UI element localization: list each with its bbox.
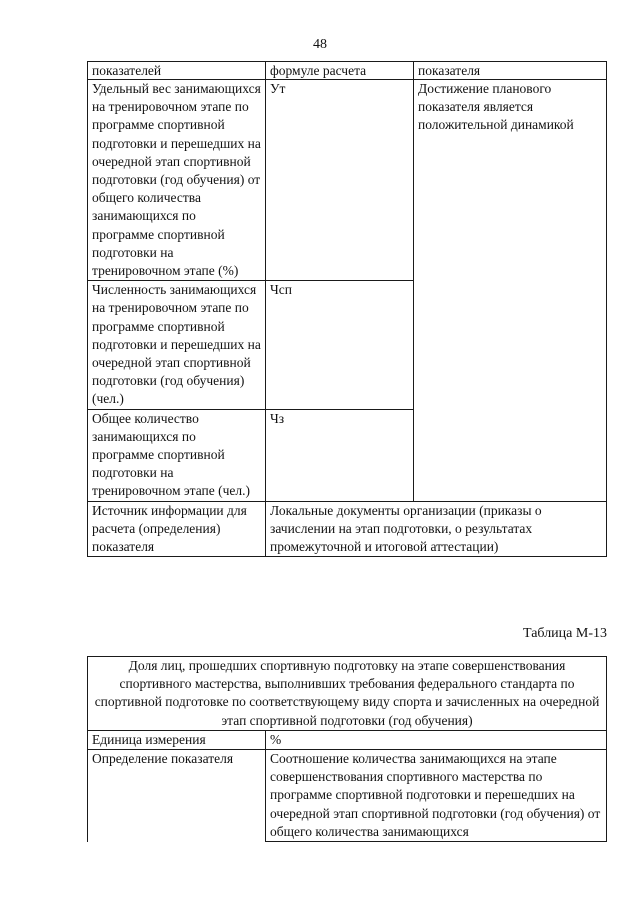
header-cell-formula: формуле расчета <box>266 62 414 80</box>
table-header-row <box>88 62 607 80</box>
unit-value-cell: % <box>266 730 607 749</box>
definition-value-cell: Соотношение количества занимающихся на этапе совершенствования спортивного мастерства по программе спортивной подготовки и перешедших на очередной этап спортивной подготовки (год обучения) от общего количества занимающихся <box>266 750 607 842</box>
indicator-formula-table <box>87 61 607 557</box>
header-cell-indicators: показателей <box>88 62 266 80</box>
table-row <box>88 80 607 281</box>
indicator-m13-table <box>87 656 607 842</box>
definition-label-cell: Определение показателя <box>88 750 266 842</box>
table-row-unit <box>88 730 607 749</box>
formula-symbol-cell: Чсп <box>266 281 414 409</box>
page-number: 48 <box>313 37 327 52</box>
table-title-row <box>88 657 607 731</box>
interpretation-cell: Достижение планового показателя является положительной динамикой <box>414 80 607 502</box>
unit-label-cell: Единица измерения <box>88 730 266 749</box>
indicator-name-cell: Численность занимающихся на тренировочном этапе по программе спортивной подготовки и перешедших на очередной этап спортивной подготовки (год обучения) (чел.) <box>88 281 266 409</box>
indicator-title-cell: Доля лиц, прошедших спортивную подготовку на этапе совершенствования спортивного мастерства, выполнивших требования федерального стандарта по спортивной подготовке по соответствующему виду спорта и зачисленных на очередной этап спортивной подготовки (год обучения) <box>88 657 607 731</box>
formula-symbol-cell: Ут <box>266 80 414 281</box>
table-row-source <box>88 501 607 557</box>
header-cell-indicator: показателя <box>414 62 607 80</box>
table-row-definition <box>88 750 607 842</box>
formula-symbol-cell: Чз <box>266 409 414 501</box>
indicator-name-cell: Удельный вес занимающихся на тренировочном этапе по программе спортивной подготовки и перешедших на очередной этап спортивной подготовки (год обучения) от общего количества занимающихся по программе спортивной подготовки на тренировочном этапе (%) <box>88 80 266 281</box>
source-value-cell: Локальные документы организации (приказы о зачислении на этап подготовки, о результатах промежуточной и итоговой аттестации) <box>266 501 607 557</box>
table-caption: Таблица М-13 <box>523 626 607 641</box>
indicator-name-cell: Общее количество занимающихся по программе спортивной подготовки на тренировочном этапе (чел.) <box>88 409 266 501</box>
source-label-cell: Источник информации для расчета (определения) показателя <box>88 501 266 557</box>
